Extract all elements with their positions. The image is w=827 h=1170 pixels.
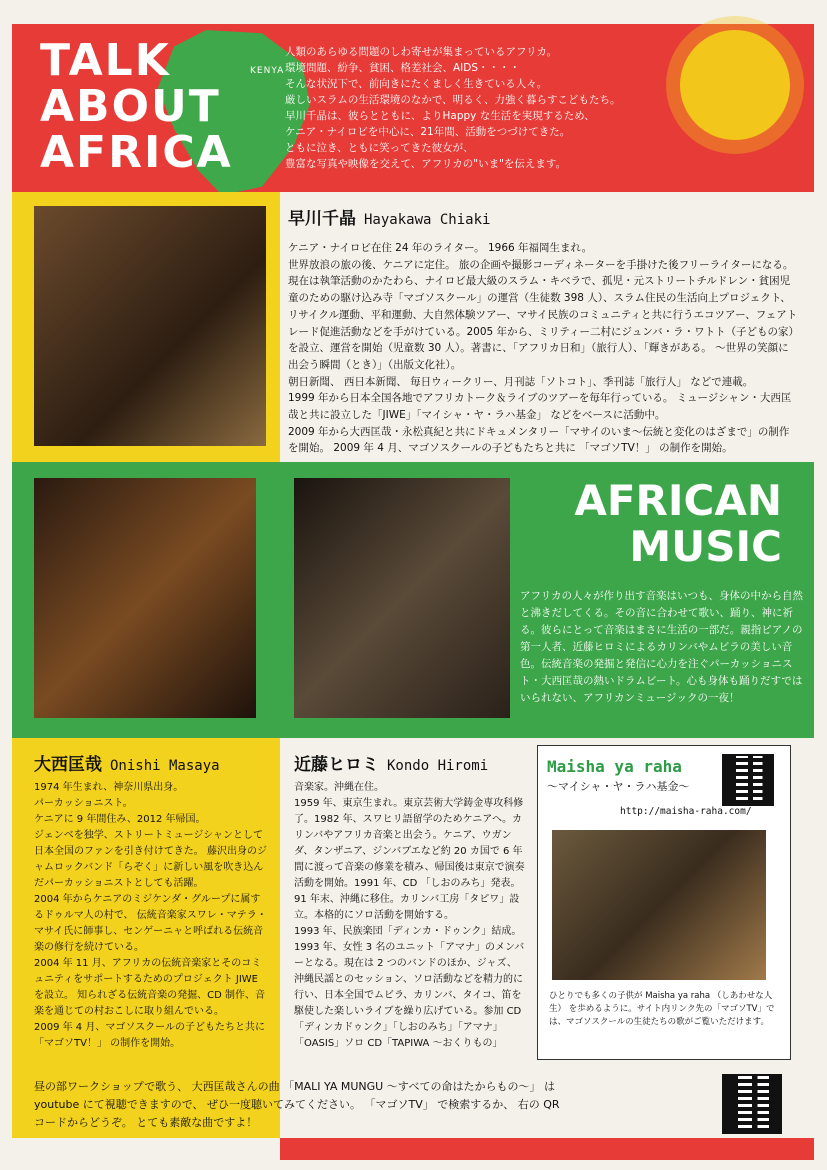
footer-line: youtube にて視聴できますので、 ぜひ一度聴いてみてください。 「マゴソTV」 で検索するか、 右の QR bbox=[34, 1098, 560, 1111]
music-title: AFRICAN MUSIC bbox=[574, 476, 782, 571]
onishi-name bbox=[34, 750, 220, 775]
intro-line: 豊富な写真や映像を交えて、アフリカの"いま"を伝えます。 bbox=[285, 158, 567, 170]
bio-paragraph: 世界放浪の旅の後、ケニアに定住。 旅の企画や撮影コーディネーターを手掛けた後フリーライターになる。 現在は執筆活動のかたわら、ナイロビ最大級のスラム・キベラで、孤児・元ストリートチルドレン・貧困児童のための駆け込み寺「マゴソスクール」の運営（生徒数 398 人）、スラム住民の生活向上プロジェクト、リサイクル運動、平和運動、大自然体験ツアー、マサイ民族のコミュニティと共に行うエコツアー、フェアトレード促進活動などを手がけている。2005 年から、ミリティー二村にジュンバ・ラ・ワトト（子どもの家）を設立、運営を開始（児童数 30 人）。著書に、「アフリカ日和」（旅行人）、「輝きがある。 ～世界の笑顔に出会う瞬間（とき）」（出版文化社）。 bbox=[288, 258, 798, 371]
maisha-subtitle: ～マイシャ・ヤ・ラハ基金～ bbox=[547, 780, 690, 793]
footer-line: 昼の部ワークショップで歌う、 大西匡哉さんの曲 「MALI YA MUNGU ～すべての命はたからもの～」 は bbox=[34, 1080, 555, 1093]
intro-line: ケニア・ナイロビを中心に、21年間、活動をつづけてきた。 bbox=[285, 126, 571, 138]
intro-line: 厳しいスラムの生活環境のなかで、明るく、力強く暮らすこどもたち。 bbox=[285, 94, 621, 106]
bio-paragraph: 2004 年からケニアのミジケンダ・グループに属するドゥルマ人の村で、 伝統音楽家スワレ・マテラ・マサイ氏に師事し、センゲーニャと呼ばれる伝統音楽の修行を続けている。 bbox=[34, 894, 267, 953]
name-jp: 大西匡哉 bbox=[34, 755, 102, 775]
bio-paragraph: 朝日新聞、 西日本新聞、 毎日ウィークリー、月刊誌「ソトコト」、季刊誌「旅行人」 などで連載。 bbox=[288, 375, 754, 388]
bio-paragraph: 1999 年から日本全国各地でアフリカトーク＆ライブのツアーを毎年行っている。 ミュージシャン・大西匡哉と共に設立した「JIWE」「マイシャ・ヤ・ラハ基金」 などをベースに活動中。 bbox=[288, 392, 792, 422]
intro-line: 環境問題、紛争、貧困、格差社会、AIDS・・・・ bbox=[285, 62, 521, 74]
name-en: Kondo Hiromi bbox=[387, 758, 489, 774]
maisha-children-photo bbox=[552, 830, 766, 980]
kenya-label: KENYA bbox=[250, 66, 285, 76]
bio-paragraph: ケニアに 9 年間住み、2012 年帰国。 bbox=[34, 814, 206, 825]
percussionist-photo bbox=[34, 478, 256, 718]
footer-band bbox=[280, 1138, 814, 1160]
youtube-qr-code-icon[interactable] bbox=[722, 1074, 782, 1134]
onishi-bio bbox=[34, 780, 270, 1052]
footer-line: コードからどうぞ。 とても素敵な曲ですよ！ bbox=[34, 1116, 258, 1129]
bio-paragraph: ジェンベを独学、ストリートミュージシャンとして日本全国のファンを引き付けてきた。 藤沢出身のジャムロックバンド「らぞく」に新しい風を吹き込んだパーカッショニストとしても活躍。 bbox=[34, 830, 267, 889]
bio-paragraph: 1993 年、民族楽団「ディンカ・ドゥンク」結成。1993 年、女性 3 名のユニット「アマナ」のメンバーとなる。現在は 2 つのバンドのほか、ジャズ、沖縄民謡とのセッション、ソロ活動などを精力的に行い、日本全国でムビラ、カリンバ、タイコ、笛を駆使した楽しいライブを繰り広げている。参加 CD「ディンカドゥンク」「しおのみち」「アマナ」「OASIS」ソロ CD「TAPIWA ～おくりもの」 bbox=[294, 926, 525, 1049]
name-jp: 近藤ヒロミ bbox=[294, 755, 379, 775]
hayakawa-name bbox=[288, 204, 490, 229]
name-en: Hayakawa Chiaki bbox=[364, 212, 491, 228]
bio-paragraph: 音楽家。沖縄在住。 bbox=[294, 782, 384, 793]
kondo-bio bbox=[294, 780, 526, 1052]
bio-paragraph: ケニア・ナイロビ在住 24 年のライター。 1966 年福岡生まれ。 bbox=[288, 242, 593, 254]
bio-paragraph: 2009 年から大西匡哉・永松真紀と共にドキュメンタリー「マサイのいま～伝統と変化のはざまで」の制作を開始。 2009 年 4 月、マゴソスクールの子どもたちと共に 「マゴソTV！」 の制作を開始。 bbox=[288, 425, 790, 455]
name-jp: 早川千晶 bbox=[288, 209, 356, 229]
kondo-name bbox=[294, 750, 488, 775]
name-en: Onishi Masaya bbox=[110, 758, 220, 774]
children-photo bbox=[34, 206, 266, 446]
intro-text bbox=[285, 44, 685, 172]
maisha-title: Maisha ya raha bbox=[547, 757, 682, 776]
bio-paragraph: 2004 年 11 月、アフリカの伝統音楽家とそのコミュニティをサポートするためのプロジェクト JIWE を設立。 知られざる伝統音楽の発掘、CD 制作、音楽を通じての村おこしに取り組んでいる。 bbox=[34, 958, 266, 1017]
bio-paragraph: 1959 年、東京生まれ。東京芸術大学鋳金専攻科修了。1982 年、スワヒリ語留学のためケニアへ。カリンバやアフリカ音楽と出会う。ケニア、ウガンダ、タンザニア、ジンバブエなど約 20 カ国で 6 年間に渡って音楽の修業を積み、帰国後は東京で演奏活動を開始。1991 年、CD 「しおのみち」発表。91 年末、沖縄に移住。カリンバ工房「タピワ」設立。本格的にソロ活動を開始する。 bbox=[294, 798, 525, 921]
music-description: アフリカの人々が作り出す音楽はいつも、身体の中から自然と沸きだしてくる。その音に合わせて歌い、踊り、神に祈る。彼らにとって音楽はまさに生活の一部だ。親指ピアノの第一人者、近藤ヒロミによるカリンバやムビラの美しい音色。伝統音楽の発掘と発信に心力を注ぐパーカッショニスト・大西匡哉の熱いドラムビート。心も身体も踊りだすではいられない、アフリカンミュージックの一夜！ bbox=[520, 590, 803, 704]
sun-illustration bbox=[680, 30, 790, 140]
intro-line: 早川千晶は、彼らとともに、よりHappy な生活を実現するため、 bbox=[285, 110, 595, 122]
qr-code-icon[interactable] bbox=[722, 754, 774, 806]
bio-paragraph: パーカッショニスト。 bbox=[34, 798, 133, 809]
bio-paragraph: 2009 年 4 月、マゴソスクールの子どもたちと共に 「マゴソTV！」 の制作を開始。 bbox=[34, 1022, 265, 1049]
maisha-caption: ひとりでも多くの子供が Maisha ya raha （しあわせな人生） を歩めるように。サイト内リンク先の「マゴソTV」では、マゴソスクールの生徒たちの歌がご覧いただけます。 bbox=[549, 991, 775, 1027]
main-title: TALK ABOUT AFRICA bbox=[40, 35, 233, 178]
intro-line: ともに泣き、ともに笑ってきた彼女が、 bbox=[285, 142, 474, 154]
maisha-url-link[interactable]: http://maisha-raha.com/ bbox=[620, 806, 752, 817]
intro-line: 人類のあらゆる問題のしわ寄せが集まっているアフリカ。 bbox=[285, 46, 558, 58]
intro-line: そんな状況下で、前向きにたくましく生きている人々。 bbox=[285, 78, 548, 90]
kalimba-player-photo bbox=[294, 478, 510, 718]
footer-text bbox=[34, 1078, 714, 1132]
hayakawa-bio bbox=[288, 240, 798, 457]
bio-paragraph: 1974 年生まれ、神奈川県出身。 bbox=[34, 782, 184, 793]
